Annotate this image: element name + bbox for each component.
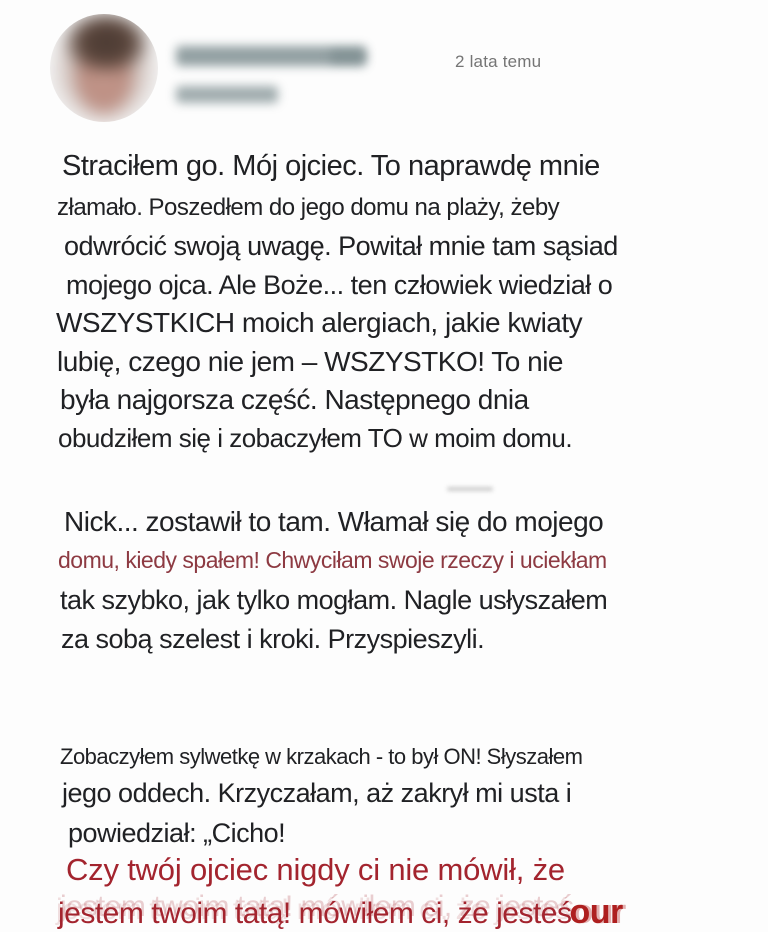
story-line: była najgorsza część. Następnego dnia <box>60 384 529 415</box>
user-avatar[interactable] <box>50 14 158 122</box>
story-line: Zobaczyłem sylwetkę w krzakach - to był ON! Słyszałem <box>60 744 583 769</box>
story-line: WSZYSTKICH moich alergiach, jakie kwiaty <box>56 307 583 338</box>
translation-overlay-artifact: our <box>569 893 623 931</box>
story-line: tak szybko, jak tylko mogłam. Nagle usłyszałem <box>60 585 608 615</box>
scan-artifact <box>447 487 493 491</box>
story-line: Nick... zostawił to tam. Włamał się do mojego <box>64 506 604 537</box>
story-line: powiedział: „Cicho! <box>68 818 286 848</box>
story-line: za sobą szelest i kroki. Przyspieszyli. <box>61 624 485 654</box>
username-redacted-bar <box>330 50 366 63</box>
story-line-red-large: Czy twój ojciec nigdy ci nie mówił, że <box>66 852 565 887</box>
story-line-red-large <box>58 893 623 932</box>
story-line: Straciłem go. Mój ojciec. To naprawdę mnie <box>62 150 600 182</box>
username-subtitle-redacted-bar <box>176 86 278 103</box>
story-line: złamało. Poszedłem do jego domu na plaży, żeby <box>57 194 560 221</box>
story-line: mojego ojca. Ale Boże... ten człowiek wiedział o <box>66 270 613 300</box>
story-line: lubię, czego nie jem – WSZYSTKO! To nie <box>57 346 563 377</box>
story-line-red: domu, kiedy spałem! Chwyciłam swoje rzeczy i uciekłam <box>58 547 607 573</box>
story-line-text: jestem twoim tatą! mówiłem ci, że jesteś <box>58 897 572 930</box>
avatar-blurred-photo <box>50 14 158 122</box>
story-line: jego oddech. Krzyczałam, aż zakrył mi usta i <box>62 778 572 808</box>
story-line: odwrócić swoją uwagę. Powitał mnie tam sąsiad <box>64 231 618 261</box>
post-timestamp: 2 lata temu <box>455 52 542 71</box>
story-line: obudziłem się i zobaczyłem TO w moim domu. <box>58 423 573 453</box>
